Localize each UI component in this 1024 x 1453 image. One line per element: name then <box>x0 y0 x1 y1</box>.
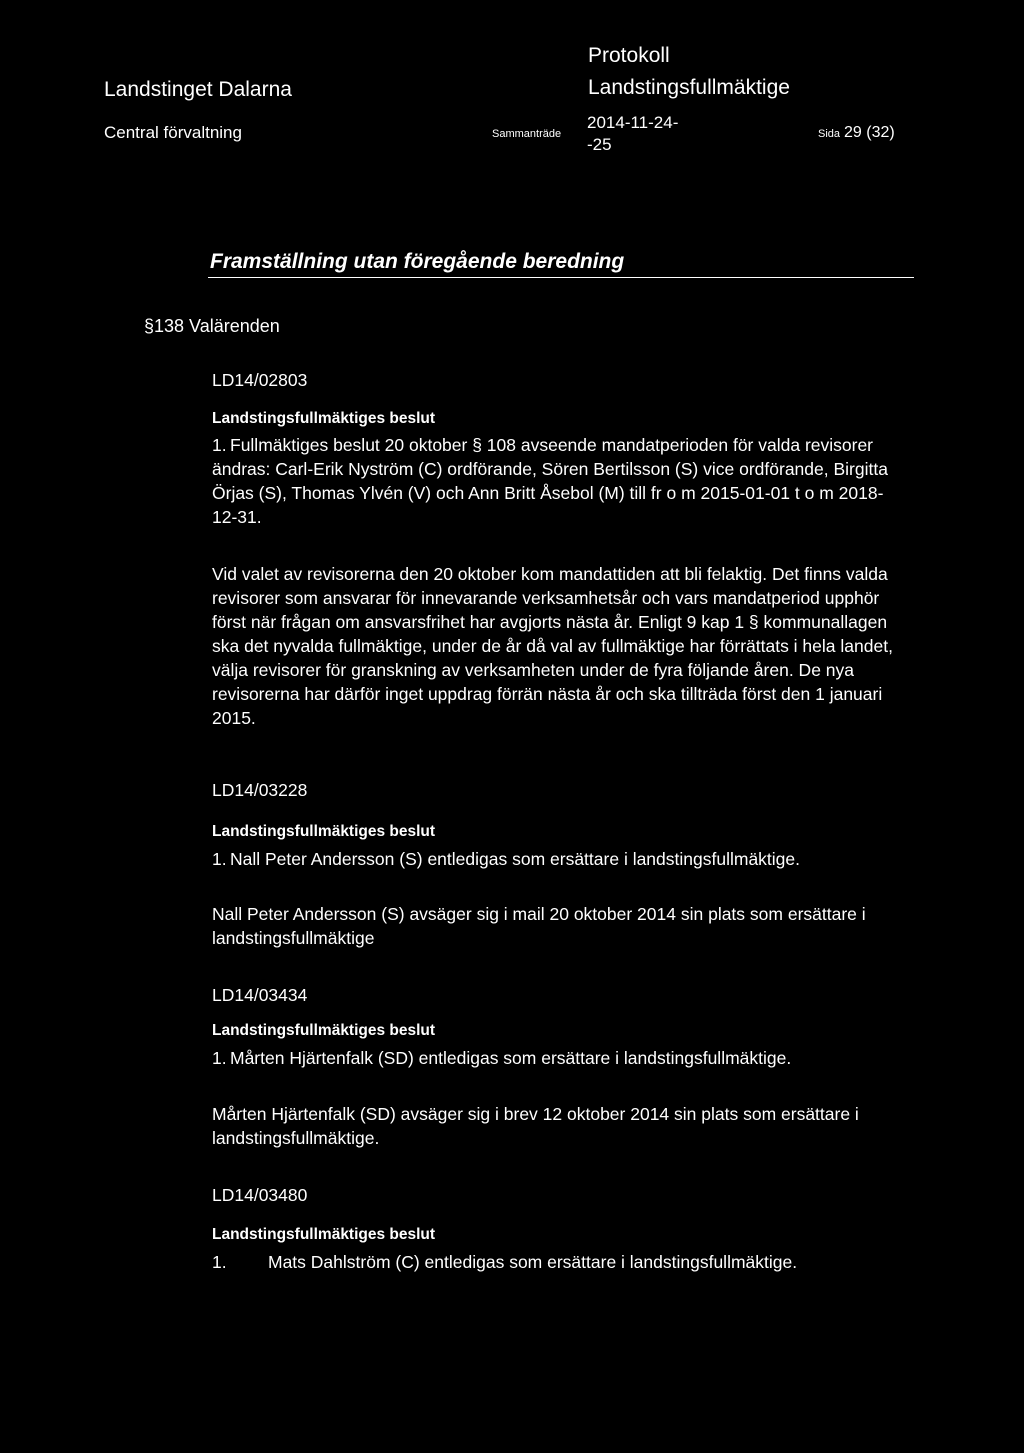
page-value: 29 (32) <box>844 124 895 141</box>
section-title: Framställning utan föregående beredning <box>210 250 625 273</box>
decision-text: Mårten Hjärtenfalk (SD) entledigas som ersättare i landstingsfullmäktige. <box>230 1048 792 1068</box>
case-id: LD14/03480 <box>212 1185 308 1205</box>
decision-label: Landstingsfullmäktiges beslut <box>212 1022 436 1039</box>
case-note: Mårten Hjärtenfalk (SD) avsäger sig i brev 12 oktober 2014 sin plats som ersättare i landstingsfullmäktige. <box>212 1104 859 1148</box>
meeting-label: Sammanträde <box>492 128 562 140</box>
meeting-date-line2: -25 <box>587 135 612 154</box>
page-number <box>818 124 895 142</box>
title-underline <box>208 277 914 278</box>
decision-label: Landstingsfullmäktiges beslut <box>212 410 436 427</box>
document-type: Protokoll <box>588 44 670 67</box>
decision-text: Mats Dahlström (C) entledigas som ersättare i landstingsfullmäktige. <box>268 1252 798 1272</box>
decision-number: 1. <box>212 435 227 455</box>
case-note: Vid valet av revisorerna den 20 oktober kom mandattiden att bli felaktig. Det finns valda revisorer som ansvarar för innevarande verksamhetsår och vars mandatperiod upphör först när frågan om ansvarsfrihet har avgjorts nästa år. Enligt 9 kap 1 § kommunallagen ska det nyvalda fullmäktige, under de år då val av fullmäktige har förrättats i hela landet, välja revisorer för granskning av verksamheten under de fyra följande åren. De nya revisorerna har därför inget uppdrag förrän nästa år och ska tillträda först den 1 januari 2015. <box>212 564 893 728</box>
decision-item <box>212 1250 797 1274</box>
decision-item <box>212 847 800 871</box>
assembly-name: Landstingsfullmäktige <box>588 76 790 99</box>
decision-item <box>212 1046 791 1070</box>
decision-text: Fullmäktiges beslut 20 oktober § 108 avseende mandatperioden för valda revisorer ändras: Carl-Erik Nyström (C) ordförande, Sören Bertilsson (S) vice ordförande, Birgitta Örjas (S), Thomas Ylvén (V) och Ann Britt Åsebol (M) till fr o m 2015-01-01 t o m 2018-12-31. <box>212 435 888 527</box>
decision-number: 1. <box>212 1048 227 1068</box>
decision-label: Landstingsfullmäktiges beslut <box>212 823 436 840</box>
department-name: Central förvaltning <box>104 123 242 142</box>
case-note: Nall Peter Andersson (S) avsäger sig i mail 20 oktober 2014 sin plats som ersättare i landstingsfullmäktige <box>212 904 866 948</box>
decision-number: 1. <box>212 849 227 869</box>
case-id: LD14/03228 <box>212 780 308 800</box>
case-id: LD14/02803 <box>212 370 308 390</box>
case-id: LD14/03434 <box>212 985 308 1005</box>
meeting-date <box>587 112 678 156</box>
page-label: Sida <box>818 128 841 140</box>
decision-item <box>212 433 902 529</box>
decision-label: Landstingsfullmäktiges beslut <box>212 1226 436 1243</box>
meeting-date-line1: 2014-11-24- <box>587 113 679 132</box>
protocol-heading <box>588 40 790 104</box>
organization-name: Landstinget Dalarna <box>104 78 292 101</box>
decision-text: Nall Peter Andersson (S) entledigas som ersättare i landstingsfullmäktige. <box>230 849 800 869</box>
paragraph-heading: §138 Valärenden <box>144 316 280 336</box>
decision-number: 1. <box>212 1252 227 1272</box>
